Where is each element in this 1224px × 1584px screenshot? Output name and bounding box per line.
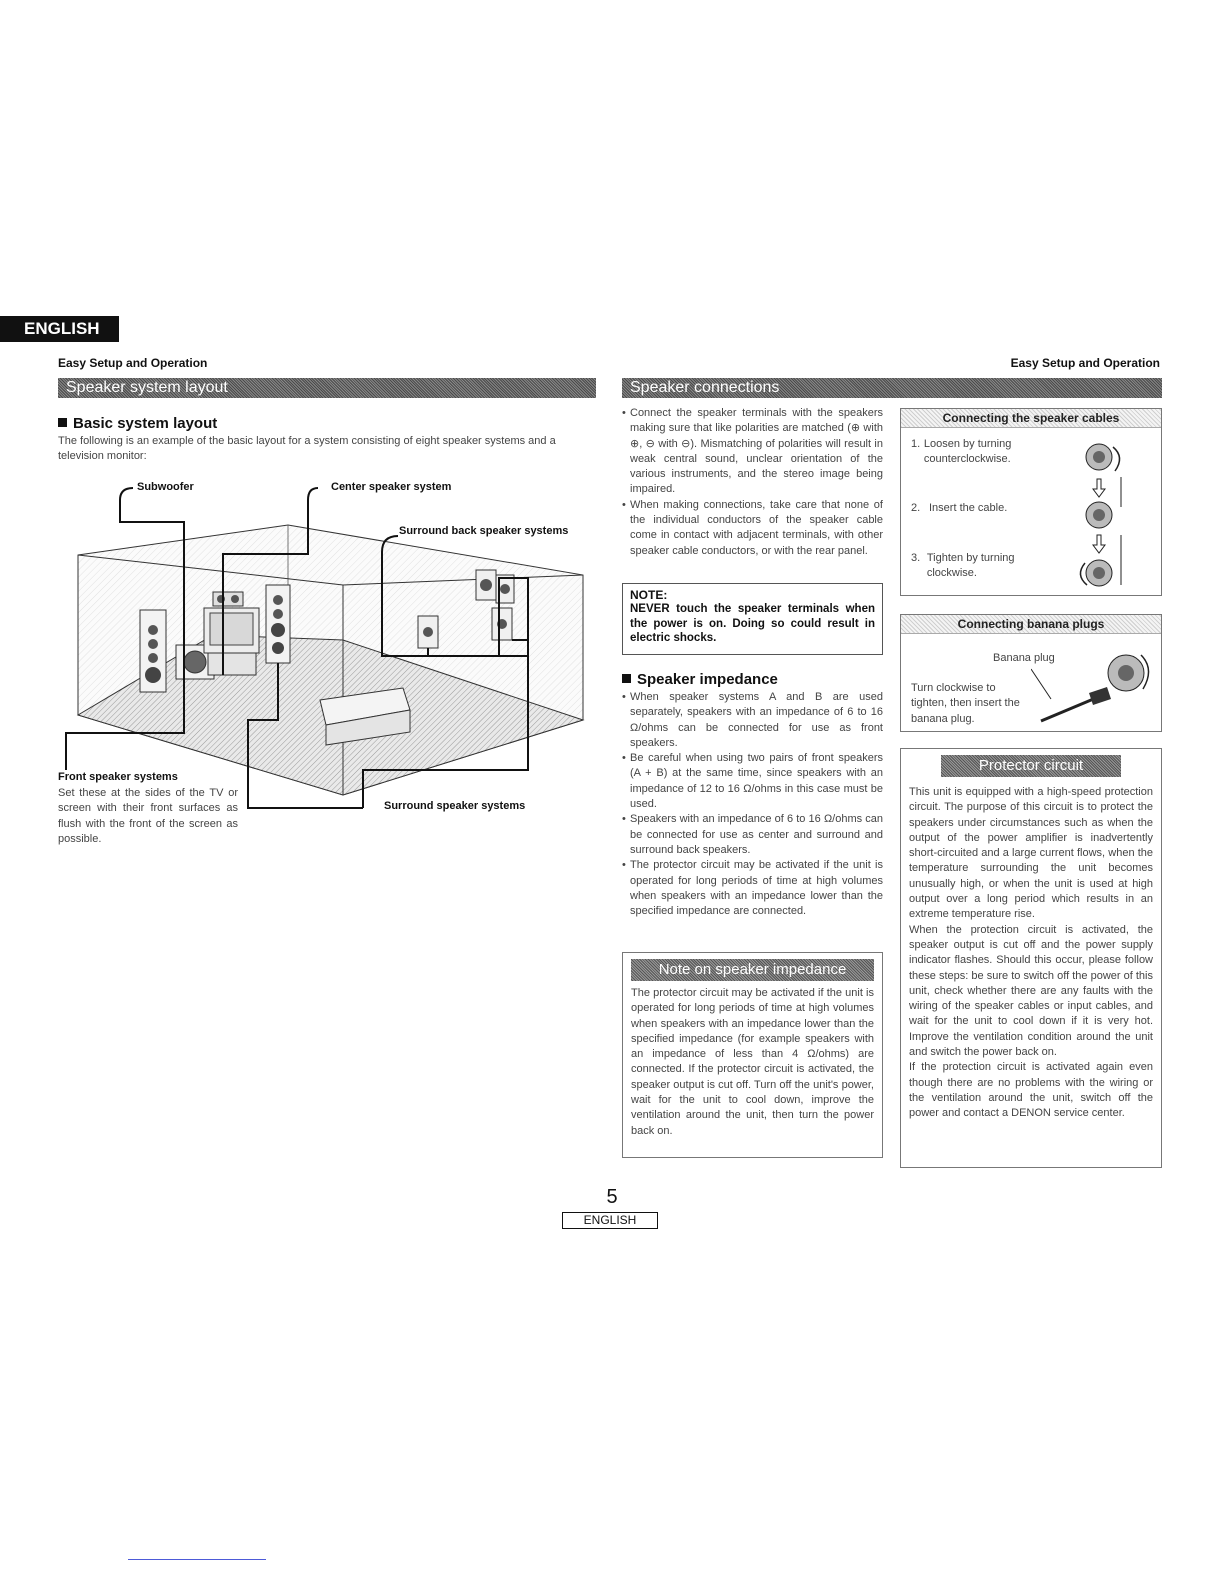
section-banner-connections: Speaker connections bbox=[622, 378, 1162, 398]
protector-circuit-title: Protector circuit bbox=[941, 755, 1121, 777]
terminal-icon bbox=[1108, 655, 1149, 691]
label-center-speaker: Center speaker system bbox=[331, 481, 452, 493]
note-text: NEVER touch the speaker terminals when the power is on. Doing so could result in electric shocks. bbox=[630, 603, 875, 644]
step-number: 3. bbox=[911, 552, 921, 564]
room-layout-diagram bbox=[58, 470, 603, 815]
heading-text: Speaker impedance bbox=[637, 671, 778, 688]
footer-rule bbox=[128, 1559, 266, 1560]
label-surround-back: Surround back speaker systems bbox=[399, 525, 569, 537]
impedance-bullet: • The protector circuit may be activated if the unit is operated for long periods of time at high volumes when speakers with an impedance lower than the specified impedance are connected. bbox=[622, 858, 883, 919]
banana-plug-illustration bbox=[1031, 641, 1159, 731]
front-speakers-description: Set these at the sides of the TV or screen with their front surfaces as flush with the front of the screen as possible. bbox=[58, 787, 238, 845]
speaker-cables-box bbox=[900, 408, 1162, 596]
step-text: Insert the cable. bbox=[929, 502, 1008, 514]
impedance-bullet: • Speakers with an impedance of 6 to 16 Ω/ohms can be connected for use as center and surround and surround back speakers. bbox=[622, 812, 883, 858]
front-speaker-right bbox=[266, 585, 290, 663]
surround-back-speakers bbox=[476, 570, 514, 603]
square-bullet-icon bbox=[58, 418, 67, 427]
heading-speaker-impedance bbox=[622, 671, 778, 688]
terminal-insert-icon bbox=[1086, 502, 1112, 528]
arrow-down-icon bbox=[1093, 535, 1105, 553]
banana-plug-icon bbox=[1041, 687, 1111, 721]
protector-p2: When the protection circuit is activated, the speaker output is cut off and the power supply indicator flashes. Should this occur, please follow these steps: be sure to switch off the power of this unit, check whether there are any faults with the wiring of the speaker cables or input cables, and wait for the unit to cool down if it is very hot. Improve the ventilation condition around the unit and switch the power back on. bbox=[909, 923, 1153, 1059]
banana-plugs-box bbox=[900, 614, 1162, 732]
layout-intro: The following is an example of the basic layout for a system consisting of eight speaker systems and a television monitor: bbox=[58, 435, 556, 463]
terminal-tighten-icon bbox=[1080, 560, 1112, 586]
terminal-steps-illustration bbox=[1069, 435, 1149, 595]
protector-circuit-box bbox=[900, 748, 1162, 1168]
note-impedance-text: The protector circuit may be activated if the unit is operated for long periods of time at high volumes when speakers with an impedance lower than the specified impedance (for example speakers with an impedance of less than 4 Ω/ohms) are connected. If the protector circuit is activated, the speaker output is cut off. Turn off the unit's power, wait for the unit to cool down, improve the ventilation around the unit, then turn the power back on. bbox=[631, 987, 874, 1137]
step-text: Tighten by turning clockwise. bbox=[926, 552, 1015, 580]
step-text: Loosen by turning counterclockwise. bbox=[923, 438, 1012, 466]
speaker-cables-title: Connecting the speaker cables bbox=[901, 409, 1161, 428]
running-head-right: Easy Setup and Operation bbox=[1010, 356, 1160, 370]
impedance-text bbox=[622, 690, 883, 919]
connection-bullet: • When making connections, take care that none of the individual conductors of the speaker cable come in contact with adjacent terminals, with other speaker cable conductors, or with the rear panel. bbox=[622, 498, 883, 559]
note-title: NOTE: bbox=[630, 588, 668, 602]
cable-step-1 bbox=[911, 437, 1051, 468]
label-front-speakers: Front speaker systems bbox=[58, 771, 178, 783]
cable-step-3 bbox=[911, 551, 1051, 582]
label-subwoofer: Subwoofer bbox=[137, 481, 194, 493]
step-number: 1. bbox=[911, 438, 921, 450]
step-number: 2. bbox=[911, 502, 921, 514]
impedance-bullet: • Be careful when using two pairs of front speakers (A + B) at the same time, since speakers with an impedance of 12 to 16 Ω/ohms in this case must be used. bbox=[622, 751, 883, 812]
protector-p1: This unit is equipped with a high-speed protection circuit. The purpose of this circuit is to protect the speakers under circumstances such as when the output of the power amplifier is inadvertently short-circuited and a large current flows, when the temperature surrounding the unit becomes unusually high, or when the unit is used at high output over a long period which results in an extreme temperature rise. bbox=[909, 786, 1153, 921]
arrow-down-icon bbox=[1093, 479, 1105, 497]
connection-bullet: • Connect the speaker terminals with the speakers making sure that like polarities are matched (⊕ with ⊕, ⊖ with ⊖). Mismatching of polarities will result in weak central sound, unclear orientation of the various instruments, and the stereo image being impaired. bbox=[622, 406, 883, 498]
terminal-loosen-icon bbox=[1086, 444, 1120, 471]
note-impedance-box bbox=[622, 952, 883, 1158]
banana-plug-text: Turn clockwise to tighten, then insert the banana plug. bbox=[911, 682, 1020, 725]
banana-plugs-title: Connecting banana plugs bbox=[901, 615, 1161, 634]
section-banner-layout: Speaker system layout bbox=[58, 378, 596, 398]
label-surround-speakers: Surround speaker systems bbox=[384, 800, 526, 812]
heading-basic-layout bbox=[58, 415, 217, 432]
protector-p3: If the protection circuit is activated again even though there are no problems with the wiring or the ventilation around the unit, switch off the power and contact a DENON service center. bbox=[909, 1061, 1153, 1120]
language-tab: ENGLISH bbox=[0, 316, 119, 342]
connections-text bbox=[622, 406, 883, 559]
cable-step-2 bbox=[911, 501, 1051, 516]
heading-text: Basic system layout bbox=[73, 415, 218, 432]
page-number: 5 bbox=[606, 1186, 618, 1208]
note-impedance-title: Note on speaker impedance bbox=[631, 959, 874, 981]
square-bullet-icon bbox=[622, 674, 631, 683]
front-speaker-left bbox=[140, 610, 166, 692]
running-head-left: Easy Setup and Operation bbox=[58, 356, 208, 370]
impedance-bullet: • When speaker systems A and B are used separately, speakers with an impedance of 6 to 16 Ω/ohms can be connected for use as front speakers. bbox=[622, 690, 883, 751]
footer-language-label: ENGLISH bbox=[562, 1212, 658, 1229]
banana-plug-label: Banana plug bbox=[993, 652, 1055, 664]
note-box bbox=[622, 583, 883, 655]
